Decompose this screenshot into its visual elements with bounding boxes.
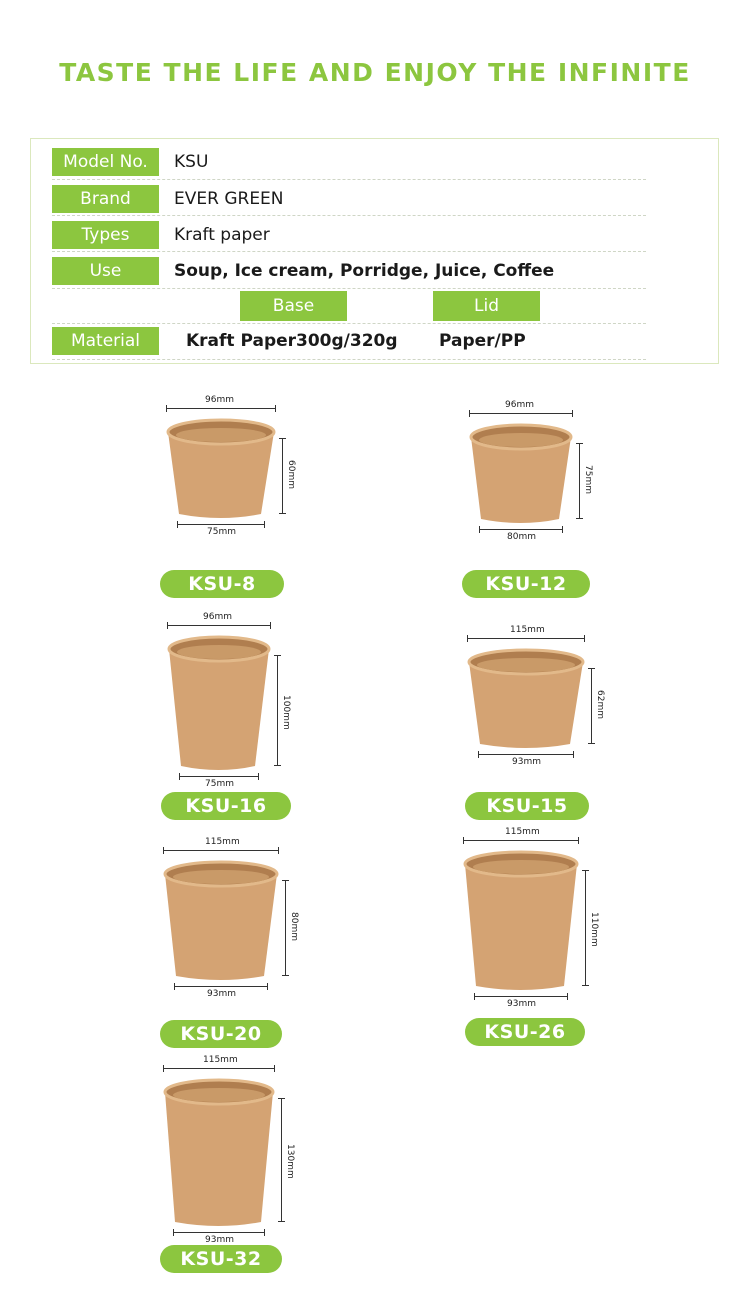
bottom-dimension-line xyxy=(478,754,574,755)
cup-inside xyxy=(173,1088,265,1102)
material-lid-value: Paper/PP xyxy=(439,331,526,351)
height-dimension-label: 100mm xyxy=(281,694,291,730)
types-value: Kraft paper xyxy=(174,225,270,245)
bottom-dimension-label: 93mm xyxy=(507,999,536,1009)
height-dimension-line xyxy=(585,870,586,986)
bottom-dimension-label: 80mm xyxy=(507,532,536,542)
top-dimension-label: 115mm xyxy=(203,1055,238,1065)
height-dimension-label: 110mm xyxy=(589,912,599,947)
product-name-badge: KSU-16 xyxy=(161,792,291,820)
cup-image xyxy=(467,648,585,752)
divider xyxy=(52,359,646,360)
spec-row-model xyxy=(52,148,646,176)
height-dimension-line xyxy=(281,1098,282,1222)
model-label: Model No. xyxy=(52,148,159,176)
cup-body xyxy=(165,874,277,980)
model-value: KSU xyxy=(174,152,209,172)
product-name-badge: KSU-8 xyxy=(160,570,284,598)
product-name-badge: KSU-32 xyxy=(160,1245,282,1273)
product-name-badge: KSU-26 xyxy=(465,1018,585,1046)
spec-row-material xyxy=(52,327,646,355)
cup-body xyxy=(165,1092,273,1226)
types-label: Types xyxy=(52,221,159,249)
cup-inside xyxy=(473,860,569,874)
spec-row-types xyxy=(52,221,646,249)
cup-inside xyxy=(477,658,575,672)
top-dimension-line xyxy=(166,408,276,409)
bottom-dimension-line xyxy=(479,529,563,530)
bottom-dimension-line xyxy=(173,1232,265,1233)
bottom-dimension-label: 93mm xyxy=(207,989,236,999)
cup-image xyxy=(166,418,276,522)
product-name-badge: KSU-12 xyxy=(462,570,590,598)
cup-inside xyxy=(479,433,563,447)
base-header: Base xyxy=(240,291,347,321)
cup-image xyxy=(163,860,279,984)
material-base-value: Kraft Paper300g/320g xyxy=(186,331,398,351)
cup-inside xyxy=(173,870,269,884)
height-dimension-line xyxy=(579,443,580,519)
cup-inside xyxy=(176,428,266,442)
product-name-badge: KSU-20 xyxy=(160,1020,282,1048)
height-dimension-line xyxy=(282,438,283,514)
top-dimension-label: 115mm xyxy=(505,827,540,837)
height-dimension-label: 130mm xyxy=(285,1144,295,1179)
bottom-dimension-line xyxy=(474,996,568,997)
cup-inside xyxy=(177,645,261,659)
product-name-badge: KSU-15 xyxy=(465,792,589,820)
height-dimension-line xyxy=(591,668,592,744)
brand-label: Brand xyxy=(52,185,159,213)
use-label: Use xyxy=(52,257,159,285)
height-dimension-label: 62mm xyxy=(595,690,605,719)
bottom-dimension-label: 75mm xyxy=(205,779,234,789)
height-dimension-label: 80mm xyxy=(289,912,299,941)
top-dimension-label: 96mm xyxy=(505,400,534,410)
top-dimension-line xyxy=(163,1068,275,1069)
cup-image xyxy=(463,850,579,994)
cup-image xyxy=(163,1078,275,1230)
material-label: Material xyxy=(52,327,159,355)
lid-header: Lid xyxy=(433,291,540,321)
top-dimension-line xyxy=(469,413,573,414)
height-dimension-label: 60mm xyxy=(286,460,296,489)
top-dimension-line xyxy=(167,625,271,626)
bottom-dimension-line xyxy=(174,986,268,987)
top-dimension-line xyxy=(467,638,585,639)
bottom-dimension-line xyxy=(179,776,259,777)
spec-row-use xyxy=(52,257,646,285)
divider xyxy=(52,251,646,252)
spec-row-brand xyxy=(52,185,646,213)
bottom-dimension-line xyxy=(177,524,265,525)
cup-image xyxy=(469,423,573,527)
bottom-dimension-label: 75mm xyxy=(207,527,236,537)
divider xyxy=(52,288,646,289)
top-dimension-label: 115mm xyxy=(510,625,545,635)
cup-body xyxy=(465,864,577,990)
divider xyxy=(52,179,646,180)
height-dimension-line xyxy=(285,880,286,976)
cup-body xyxy=(169,649,269,770)
divider xyxy=(52,215,646,216)
bottom-dimension-label: 93mm xyxy=(512,757,541,767)
top-dimension-line xyxy=(463,840,579,841)
top-dimension-label: 96mm xyxy=(205,395,234,405)
height-dimension-line xyxy=(277,655,278,766)
top-dimension-label: 96mm xyxy=(203,612,232,622)
bottom-dimension-label: 93mm xyxy=(205,1235,234,1245)
top-dimension-label: 115mm xyxy=(205,837,240,847)
divider xyxy=(52,323,646,324)
cup-image xyxy=(167,635,271,774)
height-dimension-label: 75mm xyxy=(583,465,593,494)
top-dimension-line xyxy=(163,850,279,851)
brand-value: EVER GREEN xyxy=(174,189,284,209)
headline: TASTE THE LIFE AND ENJOY THE INFINITE xyxy=(59,58,691,87)
use-value: Soup, Ice cream, Porridge, Juice, Coffee xyxy=(174,261,555,281)
